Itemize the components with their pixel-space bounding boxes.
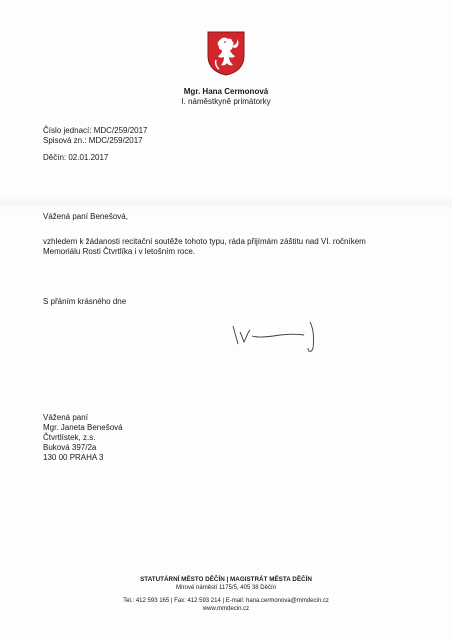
footer-website: www.mmdecin.cz <box>202 606 250 612</box>
recipient-line: Vážená paní <box>43 413 88 422</box>
recipient-line: Buková 397/2a <box>43 443 97 452</box>
footer-address: Mírové náměstí 1175/5, 405 38 Děčín <box>176 585 276 591</box>
sender-role: I. náměstkyně primátorky <box>181 97 271 106</box>
date-place: Děčín: 02.01.2017 <box>43 153 109 162</box>
footer-title: STATUTÁRNÍ MĚSTO DĚČÍN | MAGISTRÁT MĚSTA DĚČÍN <box>140 576 312 583</box>
closing: S přáním krásného dne <box>43 297 127 306</box>
file-mark: Spisová zn.: MDC/259/2017 <box>43 136 143 145</box>
footer-contact: Tel.: 412 593 165 | Fax: 412 593 214 | E-mail: hana.cermonova@mmdecin.cz <box>123 598 329 604</box>
recipient-line: Čtvrtlístek, z.s. <box>43 433 96 442</box>
handwritten-signature <box>228 318 328 358</box>
sender-name: Mgr. Hana Cermonová <box>183 87 269 96</box>
reference-number: Číslo jednací: MDC/259/2017 <box>43 126 148 135</box>
salutation: Vážená paní Benešová, <box>43 212 128 221</box>
city-coat-of-arms-icon <box>206 30 246 76</box>
scan-shadow-band <box>0 196 452 210</box>
recipient-line: Mgr. Janeta Benešová <box>43 423 123 432</box>
recipient-line: 130 00 PRAHA 3 <box>43 453 104 462</box>
letter-paragraph: vzhledem k žádanosti recitační soutěže tohoto typu, ráda přijímám záštitu nad VI. ročníkem Memoriálu Rosti Čtvrtlíka i v letošním roce. <box>43 237 366 256</box>
